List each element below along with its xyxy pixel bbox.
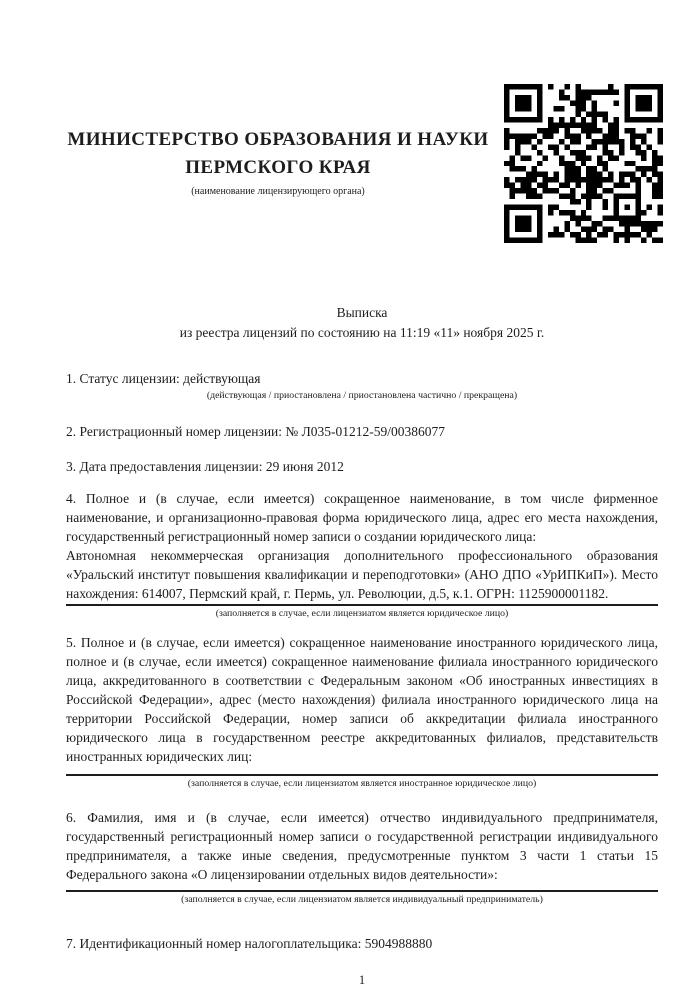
foreign-entity-caption: (заполняется в случае, если лицензиатом является иностранное юридическое лицо) [187, 778, 537, 789]
page-number: 1 [358, 973, 366, 987]
document-body [66, 0, 658, 989]
foreign-entity-clause: 5. Полное и (в случае, если имеется) сокращенное наименование иностранного юридического лица, полное и (в случае, если имеется) сокращенное наименование филиала иностранного юридического лица, аккредитованного в соответствии с Федеральным законом «Об иностранных инвестициях в Российской Федерации», адрес (место нахождения) филиала иностранного юридического лица на территории Российской Федерации, номер записи об аккредитации филиала иностранного юридического лица в государственном реестре аккредитованных филиалов, представительств иностранных юридических лиц: [66, 635, 658, 764]
legal-entity-section [66, 489, 658, 620]
document-title-line2: из реестра лицензий по состоянию на 11:19 «11» ноября 2025 г. [179, 325, 545, 340]
foreign-entity-value [66, 766, 658, 770]
document-title [66, 303, 658, 343]
individual-entrepreneur-caption: (заполняется в случае, если лицензиатом является индивидуальный предприниматель) [181, 894, 543, 905]
ministry-name-line1: МИНИСТЕРСТВО ОБРАЗОВАНИЯ И НАУКИ [67, 129, 489, 150]
legal-entity-clause: 4. Полное и (в случае, если имеется) сокращенное наименование, в том числе фирменное наименование, и организационно-правовая форма юридического лица, адрес его места нахождения, государственный регистрационный номер записи о создании юридического лица: [66, 491, 658, 544]
individual-entrepreneur-clause: 6. Фамилия, имя и (в случае, если имеется) отчество индивидуального предпринимателя, государственный регистрационный номер записи о государственной регистрации индивидуального предпринимателя, а также иные сведения, предусмотренные пунктом 3 части 1 статьи 15 Федерального закона «О лицензировании отдельных видов деятельности»: [66, 810, 658, 882]
individual-entrepreneur-fill-rule [66, 890, 658, 892]
license-status-options-caption: (действующая / приостановлена / приостановлена частично / прекращена) [206, 390, 518, 401]
registration-number-line: 2. Регистрационный номер лицензии: № Л035-01212-59/00386077 [66, 424, 446, 439]
legal-entity-caption: (заполняется в случае, если лицензиатом является юридическое лицо) [215, 608, 509, 619]
ministry-name-line2: ПЕРМСКОГО КРАЯ [185, 157, 371, 178]
legal-entity-value: Автономная некоммерческая организация дополнительного профессионального образования «Уральский институт повышения квалификации и переподготовки» (АНО ДПО «УрИПКиП»). Место нахождения: 614007, Пермский край, г. Пермь, ул. Революции, д.5, к.1. ОГРН: 1125900001182. [66, 548, 658, 601]
foreign-entity-fill-rule [66, 774, 658, 776]
license-status-line: 1. Статус лицензии: действующая [66, 371, 261, 386]
grant-date-line: 3. Дата предоставления лицензии: 29 июня 2012 [66, 459, 344, 474]
individual-entrepreneur-section [66, 808, 658, 906]
ministry-caption: (наименование лицензирующего органа) [191, 186, 365, 197]
foreign-entity-section [66, 633, 658, 790]
document-title-line1: Выписка [336, 305, 388, 320]
legal-entity-fill-rule [66, 604, 658, 606]
taxpayer-id-line: 7. Идентификационный номер налогоплательщика: 5904988880 [66, 936, 433, 951]
